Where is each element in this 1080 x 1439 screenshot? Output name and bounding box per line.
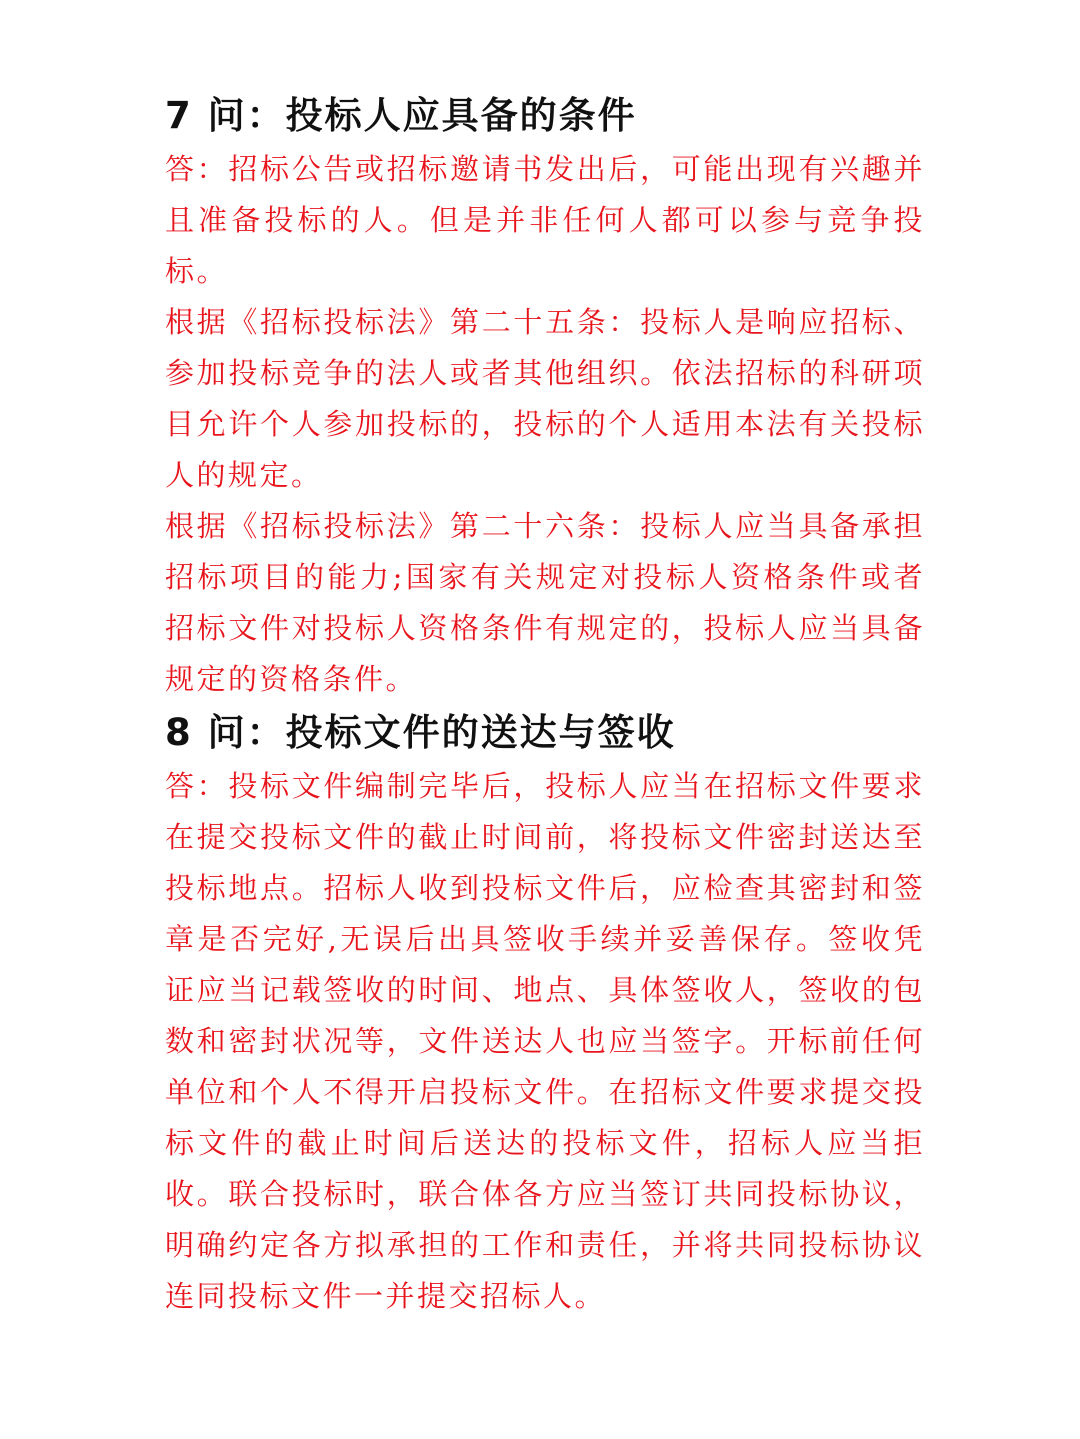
question-7-article-25: 根据《招标投标法》第二十五条：投标人是响应招标、参加投标竞争的法人或者其他组织。依法招标的科研项目允许个人参加投标的，投标的个人适用本法有关投标人的规定。: [165, 305, 925, 492]
question-8-title: 8 问：投标文件的送达与签收: [165, 711, 676, 754]
section-question-8: [165, 705, 925, 1322]
question-7-title: 7 问：投标人应具备的条件: [165, 94, 637, 137]
section-question-7: [165, 88, 925, 705]
question-8-answer: 答：投标文件编制完毕后，投标人应当在招标文件要求在提交投标文件的截止时间前，将投标文件密封送达至投标地点。招标人收到投标文件后，应检查其密封和签章是否完好,无误后出具签收手续并妥善保存。签收凭证应当记载签收的时间、地点、具体签收人，签收的包数和密封状况等，文件送达人也应当签字。开标前任何单位和个人不得开启投标文件。在招标文件要求提交投标文件的截止时间后送达的投标文件，招标人应当拒收。联合投标时，联合体各方应当签订共同投标协议，明确约定各方拟承担的工作和责任，并将共同投标协议连同投标文件一并提交招标人。: [165, 769, 925, 1313]
question-7-article-26: 根据《招标投标法》第二十六条：投标人应当具备承担招标项目的能力;国家有关规定对投标人资格条件或者招标文件对投标人资格条件有规定的，投标人应当具备规定的资格条件。: [165, 509, 925, 696]
document-page: [165, 88, 925, 1322]
question-7-answer: 答：招标公告或招标邀请书发出后，可能出现有兴趣并且准备投标的人。但是并非任何人都可以参与竞争投标。: [165, 152, 925, 288]
